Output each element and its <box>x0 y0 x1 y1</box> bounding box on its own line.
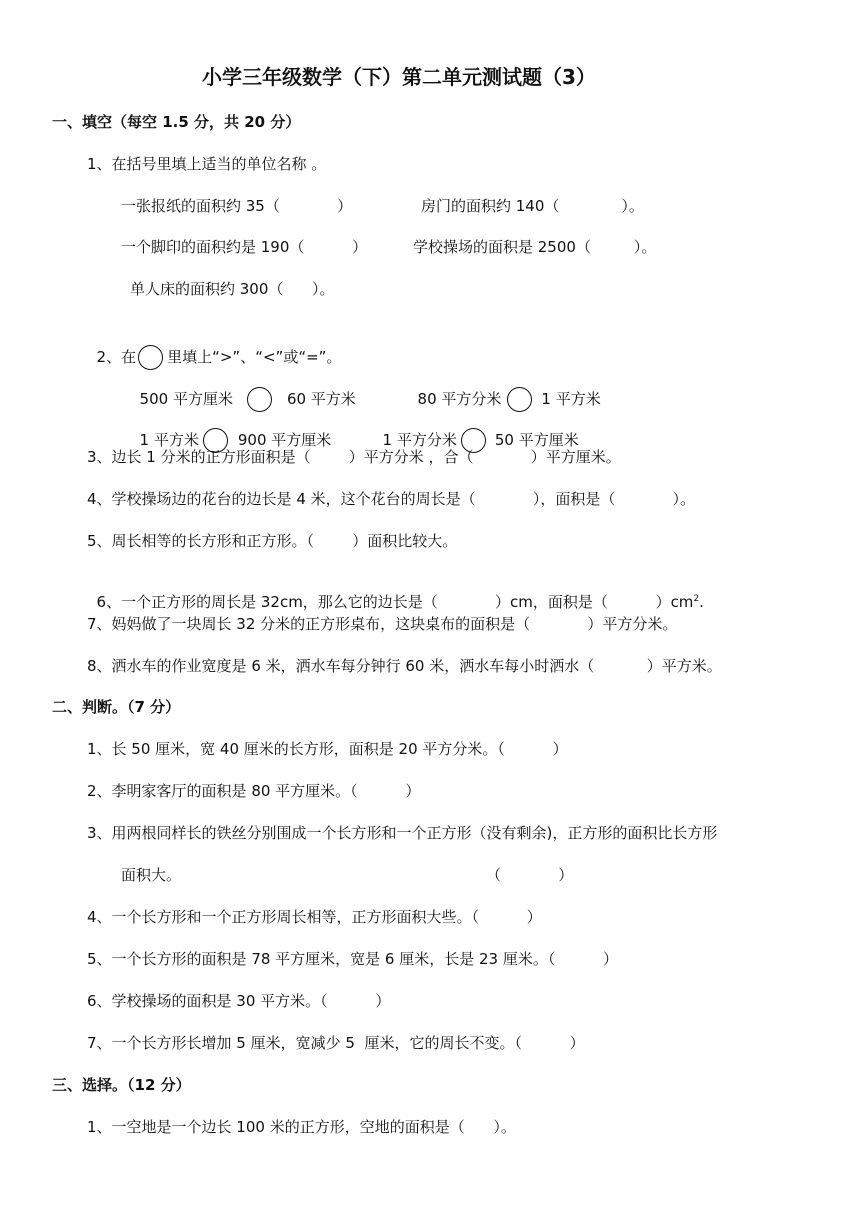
compare-2-right: 1 平方米 <box>541 390 601 408</box>
compare-row-3 <box>130 401 331 453</box>
compare-1-right: 60 平方米 <box>286 390 356 408</box>
q1-1-item-playground: 学校操场的面积是 2500（ ）。 <box>413 238 657 256</box>
q1-2-prefix: 2、在 <box>96 348 137 366</box>
question-2-5: 5、一个长方形的面积是 78 平方厘米，宽是 6 厘米，长是 23 厘米。（ ） <box>87 950 619 968</box>
compare-2-left: 80 平方分米 <box>417 390 502 408</box>
q1-1-item-door: 房门的面积约 140（ ）。 <box>421 197 644 215</box>
question-2-2: 2、李明家客厅的面积是 80 平方厘米。（ ） <box>87 782 421 800</box>
q1-6-text: 6、一个正方形的周长是 32cm，那么它的边长是（ ）cm，面积是（ ）cm <box>96 593 694 611</box>
question-1-4: 4、学校操场边的花台的边长是 4 米，这个花台的周长是（ ），面积是（ ）。 <box>87 490 696 508</box>
q1-1-item-bed: 单人床的面积约 300（ ）。 <box>130 280 335 298</box>
question-1-5: 5、周长相等的长方形和正方形。（ ）面积比较大。 <box>87 532 458 550</box>
q1-6-period: . <box>699 593 704 611</box>
question-1-8: 8、洒水车的作业宽度是 6 米，洒水车每分钟行 60 米，洒水车每小时洒水（ ）平方米。 <box>87 657 722 675</box>
q1-1-item-newspaper: 一张报纸的面积约 35（ ） <box>121 197 353 215</box>
question-2-3-line1: 3、用两根同样长的铁丝分别围成一个长方形和一个正方形（没有剩余)，正方形的面积比长方形 <box>87 824 718 842</box>
question-2-3-answer: （ ） <box>486 866 574 884</box>
q1-6-superscript: 2 <box>693 594 700 604</box>
question-2-6: 6、学校操场的面积是 30 平方米。（ ） <box>87 992 391 1010</box>
compare-row-4 <box>373 401 579 453</box>
question-2-7: 7、一个长方形长增加 5 厘米，宽减少 5 厘米，它的周长不变。（ ） <box>87 1034 585 1052</box>
compare-4-left: 1 平方分米 <box>382 431 457 449</box>
question-2-4: 4、一个长方形和一个正方形周长相等，正方形面积大些。（ ） <box>87 908 542 926</box>
question-1-7: 7、妈妈做了一块周长 32 分米的正方形桌布，这块桌布的面积是（ ）平方分米。 <box>87 615 678 633</box>
question-3-1: 1、一空地是一个边长 100 米的正方形，空地的面积是（ ）。 <box>87 1118 516 1136</box>
compare-4-right: 50 平方厘米 <box>494 431 579 449</box>
page-title: 小学三年级数学（下）第二单元测试题（3） <box>202 65 596 89</box>
compare-3-left: 1 平方米 <box>139 431 199 449</box>
compare-3-right: 900 平方厘米 <box>237 431 332 449</box>
question-2-1: 1、长 50 厘米，宽 40 厘米的长方形，面积是 20 平方分米。（ ） <box>87 740 568 758</box>
question-1-3: 3、边长 1 分米的正方形面积是（ ）平方分米 ，合（ ）平方厘米。 <box>87 448 621 466</box>
section-heading-fill-blank: 一、填空（每空 1.5 分，共 20 分） <box>52 113 301 131</box>
section-heading-choice: 三、选择。（12 分） <box>52 1076 191 1094</box>
q1-2-suffix: 里填上“>”、“<”或“=”。 <box>167 348 342 366</box>
question-1-6 <box>87 572 704 612</box>
section-heading-judge: 二、判断。（7 分） <box>52 698 181 716</box>
compare-1-left: 500 平方厘米 <box>139 390 233 408</box>
question-1-1: 1、在括号里填上适当的单位名称 。 <box>87 155 327 173</box>
question-2-3-line2: 面积大。 <box>121 866 182 884</box>
q1-1-item-footprint: 一个脚印的面积约是 190（ ） <box>121 238 368 256</box>
